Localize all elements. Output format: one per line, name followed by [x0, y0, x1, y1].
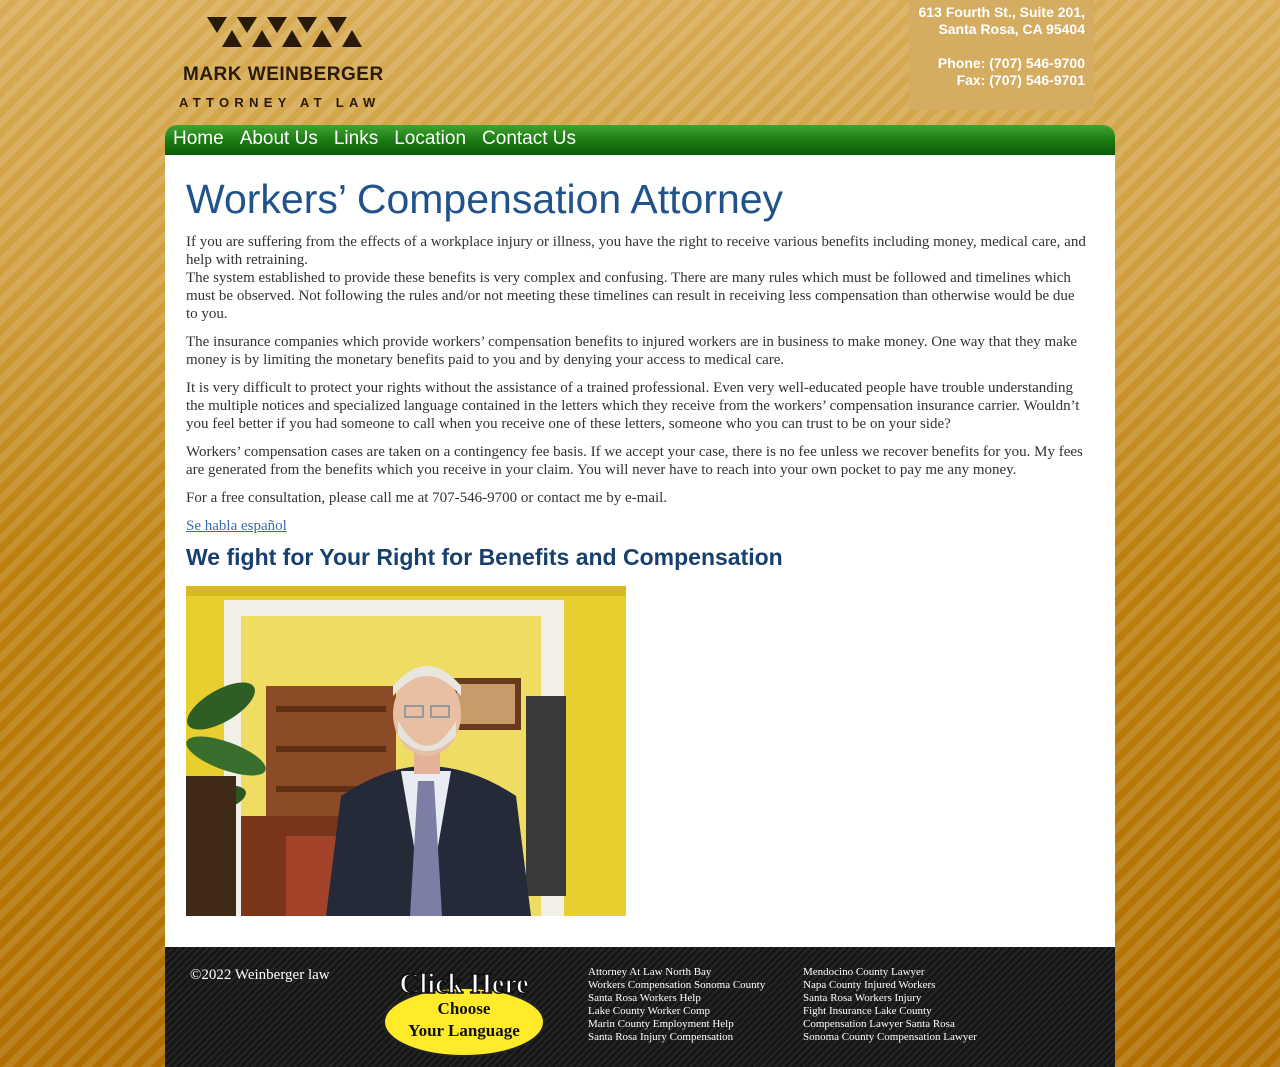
- nav-item-location[interactable]: Location: [394, 128, 467, 149]
- page-title: Workers’ Compensation Attorney: [186, 176, 784, 222]
- footer-link[interactable]: Mendocino County Lawyer: [803, 966, 925, 978]
- footer-link[interactable]: Lake County Worker Comp: [588, 1005, 711, 1017]
- logo-subtitle: ATTORNEY AT LAW: [179, 95, 381, 110]
- paragraph: The system established to provide these benefits is very complex and confusing. There are many rules which must be followed and timelines which must be observed. Not following the rules and/or not meeting these timelines can result in receiving less compensation than otherwise would be due to you.: [186, 270, 1075, 322]
- badge-line3: Your Language: [408, 1021, 520, 1040]
- footer-link[interactable]: Workers Compensation Sonoma County: [588, 979, 766, 991]
- footer-link[interactable]: Santa Rosa Workers Injury: [803, 992, 922, 1004]
- nav-item-links[interactable]: Links: [333, 128, 379, 149]
- copyright: ©2022 Weinberger law: [190, 967, 330, 983]
- fax: Fax: (707) 546-9701: [956, 72, 1085, 88]
- attorney-photo: [186, 586, 626, 916]
- spanish-link[interactable]: Se habla español: [186, 518, 287, 534]
- footer-link[interactable]: Santa Rosa Workers Help: [588, 992, 701, 1004]
- logo-triangles-icon: [179, 16, 409, 56]
- nav-item-contact-us[interactable]: Contact Us: [482, 128, 577, 149]
- nav-item-about-us[interactable]: About Us: [239, 128, 318, 149]
- choose-language-badge[interactable]: [383, 967, 546, 1057]
- page: [165, 0, 1115, 1067]
- paragraph: It is very difficult to protect your rights without the assistance of a trained professional. Even very well-educated people have trouble understanding the multiple notices and specialized language contained in the letters which they receive from the workers’ compensation insurance carrier. Wouldn’t you feel better if you had someone to call when you receive one of these letters, someone who you can trust to be on your side?: [186, 380, 1080, 432]
- phone: Phone: (707) 546-9700: [937, 55, 1085, 71]
- footer-link[interactable]: Attorney At Law North Bay: [588, 966, 712, 978]
- paragraph: Workers’ compensation cases are taken on a contingency fee basis. If we accept your case, there is no fee unless we recover benefits for you. My fees are generated from the benefits which you receive in your claim. You will never have to reach into your own pocket to pay me any money.: [186, 444, 1083, 478]
- contact-box: [909, 0, 1094, 110]
- content-area: [165, 155, 1115, 947]
- address-line2: Santa Rosa, CA 95404: [938, 21, 1085, 37]
- section-subtitle: We fight for Your Right for Benefits and Compensation: [186, 544, 783, 570]
- footer-link[interactable]: Napa County Injured Workers: [803, 979, 936, 991]
- footer: [165, 947, 1115, 1067]
- logo[interactable]: [179, 16, 409, 112]
- footer-link[interactable]: Sonoma County Compensation Lawyer: [803, 1031, 977, 1043]
- nav-item-home[interactable]: Home: [173, 128, 224, 149]
- paragraph: If you are suffering from the effects of a workplace injury or illness, you have the right to receive various benefits including money, medical care, and help with retraining.: [186, 234, 1086, 268]
- main-nav: [165, 125, 1115, 155]
- paragraph: The insurance companies which provide workers’ compensation benefits to injured workers are in business to make money. One way that they make money is by limiting the monetary benefits paid to you and by denying your access to medical care.: [186, 334, 1077, 368]
- footer-link[interactable]: Marin County Employment Help: [588, 1018, 734, 1030]
- address-line1: 613 Fourth St., Suite 201,: [918, 4, 1085, 20]
- footer-link[interactable]: Fight Insurance Lake County: [803, 1005, 932, 1017]
- footer-link[interactable]: Compensation Lawyer Santa Rosa: [803, 1018, 955, 1030]
- badge-line2: Choose: [437, 999, 491, 1018]
- badge-line1: Click Here: [399, 969, 529, 1000]
- paragraph: For a free consultation, please call me at 707-546-9700 or contact me by e-mail.: [186, 490, 668, 506]
- logo-name: MARK WEINBERGER: [183, 64, 384, 85]
- footer-link[interactable]: Santa Rosa Injury Compensation: [588, 1031, 734, 1043]
- footer-links-col1: [588, 966, 765, 1044]
- footer-links-col2: [803, 966, 977, 1044]
